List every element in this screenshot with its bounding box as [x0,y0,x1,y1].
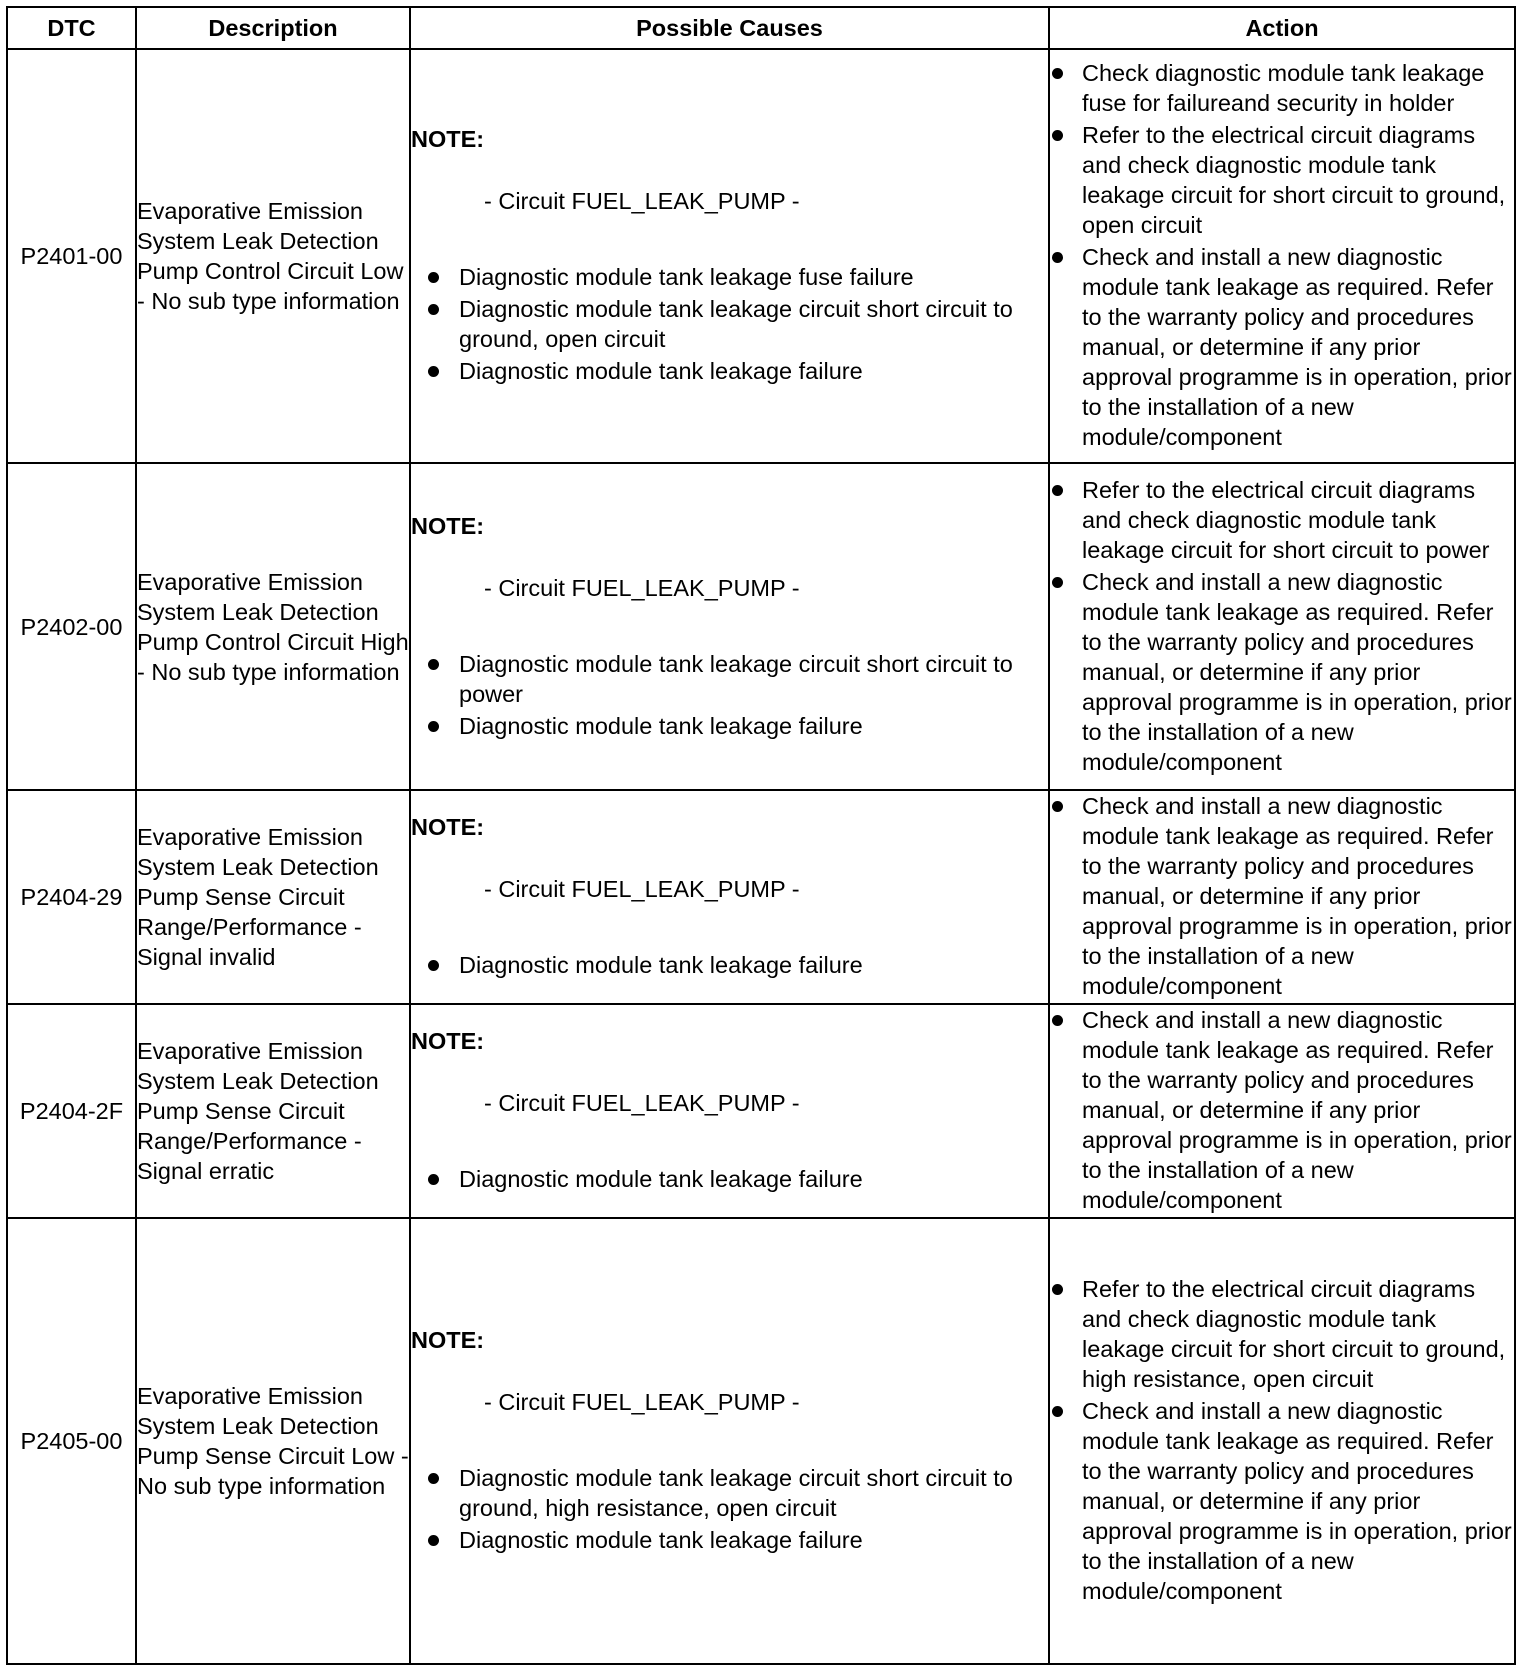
causes-list [411,262,1048,386]
action-item: Check and install a new diagnostic module tank leakage as required. Refer to the warranty policy and procedures manual, or determine if any prior approval programme is in operation, prior to the installation of a new module/component [1050,1005,1514,1215]
table-row [7,1218,1515,1664]
dtc-description: Evaporative Emission System Leak Detection Pump Sense Circuit Range/Performance - Signal invalid [136,790,410,1004]
header-action: Action [1049,7,1515,49]
cause-item: Diagnostic module tank leakage circuit short circuit to power [411,649,1048,709]
action-item: Check and install a new diagnostic module tank leakage as required. Refer to the warranty policy and procedures manual, or determine if any prior approval programme is in operation, prior to the installation of a new module/component [1050,1396,1514,1606]
cause-item: Diagnostic module tank leakage circuit short circuit to ground, high resistance, open circuit [411,1463,1048,1523]
cause-item: Diagnostic module tank leakage failure [411,711,1048,741]
table-header [7,7,1515,49]
cause-item: Diagnostic module tank leakage circuit short circuit to ground, open circuit [411,294,1048,354]
causes-list [411,1463,1048,1555]
cause-item: Diagnostic module tank leakage failure [411,1525,1048,1555]
causes-list [411,950,1048,980]
possible-causes-cell [410,790,1049,1004]
dtc-code: P2404-2F [7,1004,136,1218]
dtc-code: P2402-00 [7,463,136,790]
possible-causes-cell [410,1004,1049,1218]
note-label: NOTE: [411,512,485,539]
action-cell [1049,1218,1515,1664]
action-cell [1049,463,1515,790]
table-row [7,463,1515,790]
table-row [7,1004,1515,1218]
header-description: Description [136,7,410,49]
circuit-label: - Circuit FUEL_LEAK_PUMP - [484,876,800,902]
note-label: NOTE: [411,1327,485,1353]
action-item: Refer to the electrical circuit diagrams and check diagnostic module tank leakage circuit for short circuit to power [1050,475,1514,565]
header-possible-causes: Possible Causes [410,7,1049,49]
action-cell [1049,1004,1515,1218]
dtc-code: P2401-00 [7,49,136,463]
causes-list [411,649,1048,741]
note-label: NOTE: [411,814,485,840]
causes-list [411,1164,1048,1194]
action-item: Refer to the electrical circuit diagrams and check diagnostic module tank leakage circuit for short circuit to ground, high resistance, open circuit [1050,1274,1514,1394]
dtc-description: Evaporative Emission System Leak Detection Pump Control Circuit Low - No sub type information [136,49,410,463]
action-item: Check and install a new diagnostic module tank leakage as required. Refer to the warranty policy and procedures manual, or determine if any prior approval programme is in operation, prior to the installation of a new module/component [1050,242,1514,452]
action-cell [1049,49,1515,463]
circuit-label: - Circuit FUEL_LEAK_PUMP - [484,188,800,214]
dtc-description: Evaporative Emission System Leak Detection Pump Control Circuit High - No sub type information [136,463,410,790]
circuit-label: - Circuit FUEL_LEAK_PUMP - [484,1389,800,1415]
cause-item: Diagnostic module tank leakage fuse failure [411,262,1048,292]
cause-item: Diagnostic module tank leakage failure [411,950,1048,980]
circuit-label: - Circuit FUEL_LEAK_PUMP - [484,574,800,601]
possible-causes-cell [410,1218,1049,1664]
circuit-label: - Circuit FUEL_LEAK_PUMP - [484,1090,800,1116]
actions-list [1050,1005,1514,1215]
action-item: Check diagnostic module tank leakage fuse for failureand security in holder [1050,58,1514,118]
action-item: Check and install a new diagnostic module tank leakage as required. Refer to the warranty policy and procedures manual, or determine if any prior approval programme is in operation, prior to the installation of a new module/component [1050,791,1514,1001]
note-label: NOTE: [411,1028,485,1054]
dtc-table [6,6,1516,1665]
dtc-code: P2405-00 [7,1218,136,1664]
action-cell [1049,790,1515,1004]
header-row [7,7,1515,49]
actions-list [1050,791,1514,1001]
dtc-description: Evaporative Emission System Leak Detection Pump Sense Circuit Low - No sub type information [136,1218,410,1664]
action-item: Refer to the electrical circuit diagrams and check diagnostic module tank leakage circuit for short circuit to ground, open circuit [1050,120,1514,240]
table-row [7,790,1515,1004]
cause-item: Diagnostic module tank leakage failure [411,1164,1048,1194]
actions-list [1050,475,1514,777]
actions-list [1050,1274,1514,1606]
dtc-code: P2404-29 [7,790,136,1004]
note-label: NOTE: [411,126,485,152]
cause-item: Diagnostic module tank leakage failure [411,356,1048,386]
possible-causes-cell [410,463,1049,790]
header-dtc: DTC [7,7,136,49]
actions-list [1050,58,1514,452]
possible-causes-cell [410,49,1049,463]
table-row [7,49,1515,463]
table-body [7,49,1515,1664]
dtc-description: Evaporative Emission System Leak Detection Pump Sense Circuit Range/Performance - Signal erratic [136,1004,410,1218]
action-item: Check and install a new diagnostic module tank leakage as required. Refer to the warranty policy and procedures manual, or determine if any prior approval programme is in operation, prior to the installation of a new module/component [1050,567,1514,777]
